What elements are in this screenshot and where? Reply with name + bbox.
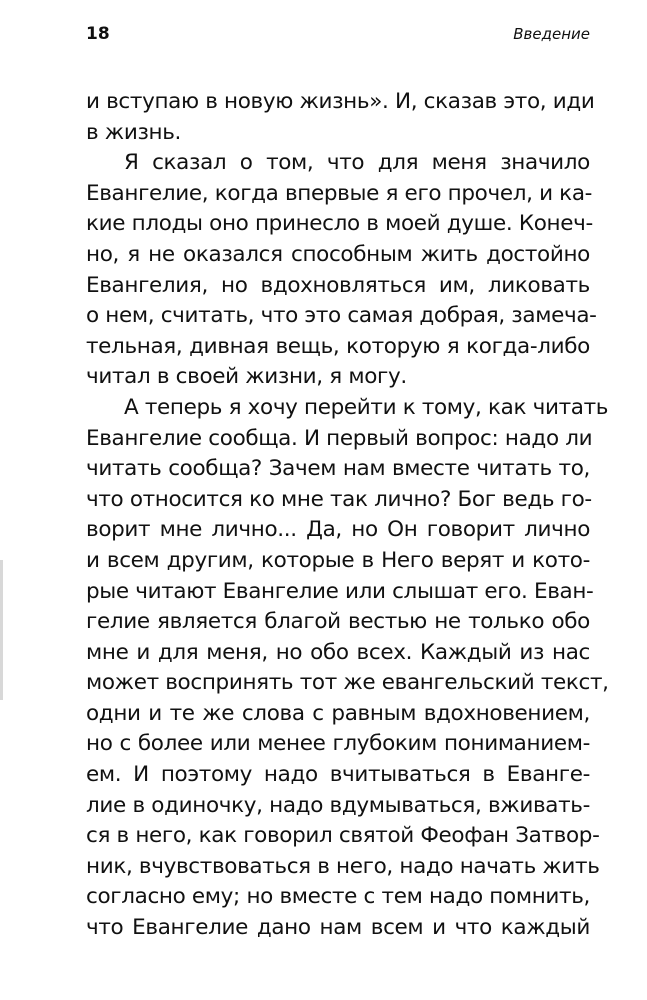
text-line: но с более или менее глубоким пониманием-: [86, 731, 590, 757]
running-head: [86, 24, 590, 48]
text-line: согласно ему; но вместе с тем надо помнить,: [86, 884, 590, 910]
text-line: лие в одиночку, надо вдумываться, вживать-: [86, 792, 590, 818]
text-line: Евангелие, когда впервые я его прочел, и ка-: [86, 180, 593, 206]
text-line: читал в своей жизни, я могу.: [86, 364, 407, 390]
text-line: и всем другим, которые в Него верят и кото-: [86, 547, 590, 573]
text-line: мне и для меня, но обо всех. Каждый из нас: [86, 639, 590, 665]
page-number: 18: [86, 24, 110, 44]
text-line: ся в него, как говорил святой Феофан Затвор-: [86, 823, 600, 849]
text-line: и вступаю в новую жизнь». И, сказав это, иди: [86, 89, 595, 114]
section-title: Введение: [513, 25, 590, 43]
text-line: ник, вчувствоваться в него, надо начать жить: [86, 853, 600, 879]
text-line: А теперь я хочу перейти к тому, как читать: [124, 394, 609, 420]
text-line: что Евангелие дано нам всем и что каждый: [86, 915, 590, 941]
text-line: ем. И поэтому надо вчитываться в Еванге-: [86, 762, 590, 788]
text-line: тельная, дивная вещь, которую я когда-либо: [86, 333, 590, 359]
text-line: может воспринять тот же евангельский текст,: [86, 670, 609, 696]
text-line: рые читают Евангелие или слышат его. Еван-: [86, 578, 594, 604]
text-line: что относится ко мне так лично? Бог ведь го-: [86, 486, 592, 512]
text-line: кие плоды оно принесло в моей душе. Конеч-: [86, 211, 593, 237]
body-text: [86, 87, 609, 944]
text-line: о нем, считать, что это самая добрая, замеча-: [86, 303, 597, 329]
page-edge-shadow: [0, 560, 3, 700]
text-line: Я сказал о том, что для меня значило: [124, 150, 590, 176]
text-line: в жизнь.: [86, 119, 182, 145]
text-line: одни и те же слова с равным вдохновением,: [86, 700, 590, 726]
text-line: читать сообща? Зачем нам вместе читать то,: [86, 456, 590, 482]
text-line: Евангелие сообща. И первый вопрос: надо ли: [86, 425, 593, 451]
text-line: но, я не оказался способным жить достойно: [86, 241, 590, 267]
text-line: ворит мне лично... Да, но Он говорит лично: [86, 517, 590, 543]
text-line: Евангелия, но вдохновляться им, ликовать: [86, 272, 590, 298]
text-line: гелие является благой вестью не только обо: [86, 609, 590, 635]
